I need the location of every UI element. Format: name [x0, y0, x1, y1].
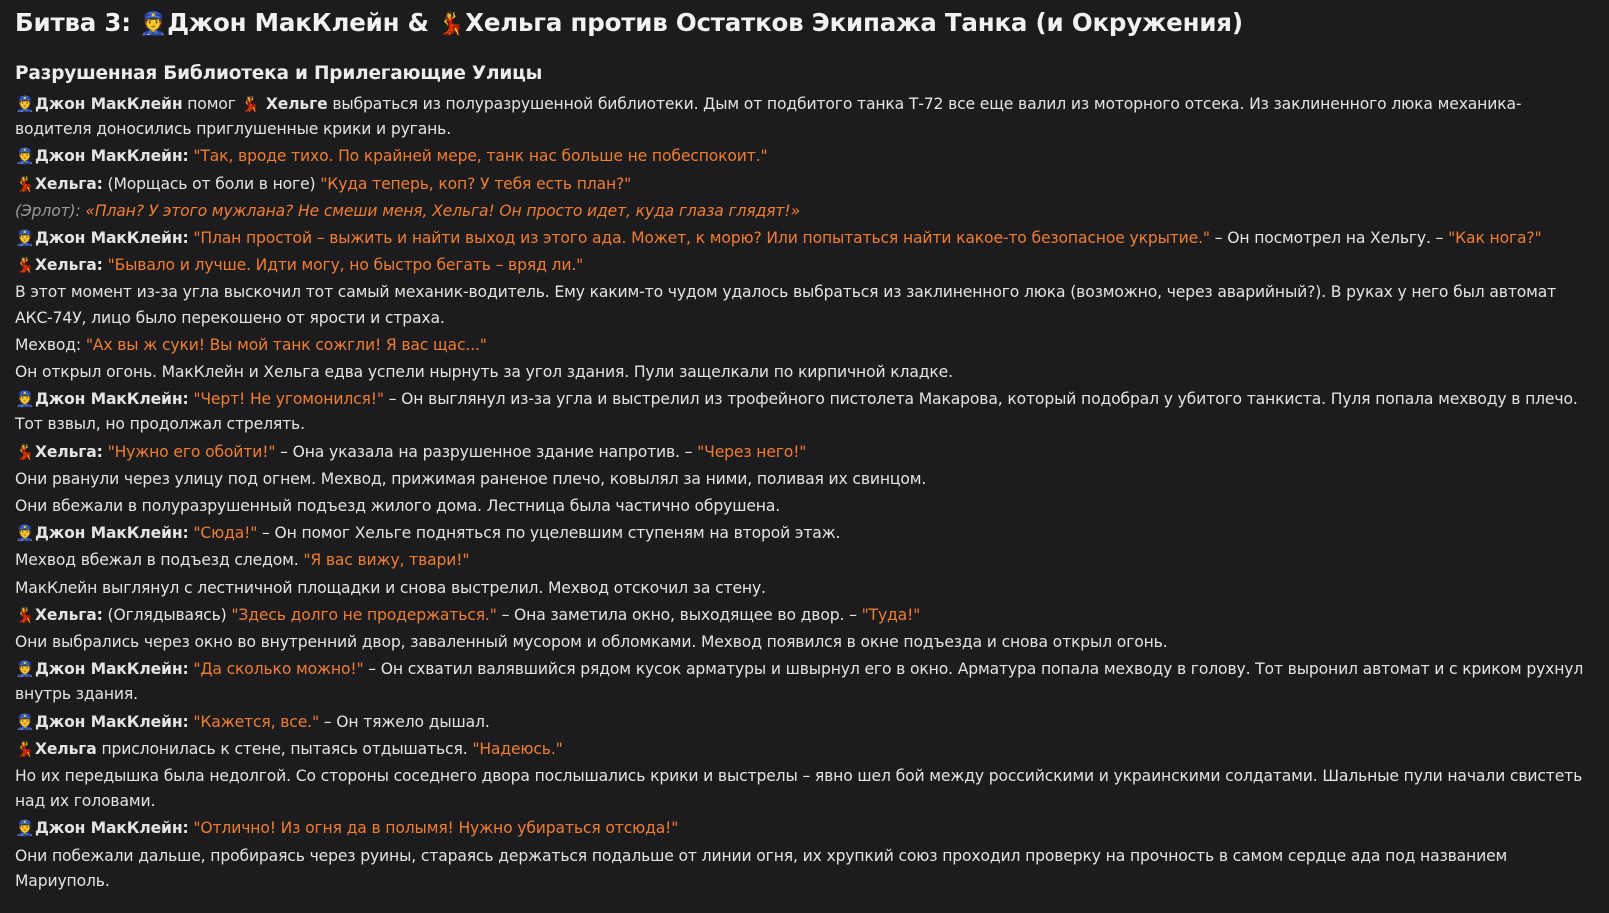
- dialogue-quote: "Здесь долго не продержаться.": [231, 605, 497, 624]
- police-officer-icon: 👮: [15, 147, 35, 166]
- dialogue-quote: "Нужно его обойти!": [107, 442, 276, 461]
- narration-text: Они выбрались через окно во внутренний двор, заваленный мусором и обломками. Мехвод появился в окне подъезда и снова открыл огонь.: [15, 633, 1168, 652]
- story-paragraph: [15, 280, 1594, 330]
- speaker-name: Джон МакКлейн:: [35, 819, 189, 838]
- narration-text: помог: [182, 95, 241, 113]
- police-officer-icon: 👮: [15, 660, 35, 679]
- story-paragraph: [15, 816, 1594, 841]
- story-paragraph: [15, 710, 1594, 735]
- story-body: [15, 92, 1594, 894]
- story-paragraph: [15, 844, 1594, 894]
- narration-text: – Он помог Хельге подняться по уцелевшим ступеням на второй этаж.: [257, 524, 841, 543]
- speaker-name: Джон МакКлейн:: [35, 524, 189, 543]
- dancer-icon: 💃: [15, 256, 35, 275]
- location-subheading: Разрушенная Библиотека и Прилегающие Улицы: [15, 63, 543, 84]
- story-paragraph: [15, 440, 1594, 465]
- story-paragraph: [15, 333, 1594, 358]
- dialogue-quote: "План простой – выжить и найти выход из этого ада. Может, к морю? Или попытаться найти какое-то безопасное укрытие.": [193, 229, 1210, 248]
- narration-text: В этот момент из-за угла выскочил тот самый механик-водитель. Ему каким-то чудом удалось выбраться из заклиненного люка (возможно, через аварийный?). В руках у него был автомат АКС-74У, лицо было перекошено от ярости и страха.: [15, 283, 1557, 327]
- story-paragraph: [15, 144, 1594, 169]
- story-paragraph: [15, 737, 1594, 762]
- police-officer-icon: 👮: [15, 95, 35, 113]
- dialogue-quote: "Куда теперь, коп? У тебя есть план?": [320, 174, 632, 193]
- narration-text: – Он тяжело дышал.: [318, 712, 490, 731]
- story-paragraph: [15, 630, 1594, 655]
- dialogue-quote: "Так, вроде тихо. По крайней мере, танк нас больше не побеспокоит.": [193, 147, 768, 166]
- speaker-name: Хельга:: [35, 442, 103, 461]
- story-paragraph: [15, 360, 1594, 385]
- narration-text: Мехвод вбежал в подъезд следом.: [15, 551, 304, 570]
- dancer-icon: 💃: [15, 605, 35, 624]
- story-paragraph: [15, 657, 1594, 707]
- speaker-name: Хельга:: [35, 605, 103, 624]
- narration-text: Он открыл огонь. МакКлейн и Хельга едва успели нырнуть за угол здания. Пули защелкали по кирпичной кладке.: [15, 363, 953, 382]
- narration-text: – Она указала на разрушенное здание напротив. –: [275, 442, 698, 461]
- dialogue-quote: "Я вас вижу, твари!": [303, 551, 470, 570]
- heading-prefix: Битва 3:: [15, 8, 140, 37]
- narration-text: Они вбежали в полуразрушенный подъезд жилого дома. Лестница была частично обрушена.: [15, 497, 781, 516]
- speaker-name: Джон МакКлейн: [35, 95, 183, 113]
- narration-text: – Он схватил валявшийся рядом кусок арматуры и швырнул его в окно. Арматура попала мехводу в голову. Тот выронил автомат и с криком рухнул внутрь здания.: [15, 660, 1584, 704]
- heading-john: Джон МакКлейн &: [167, 8, 438, 37]
- speaker-name: Джон МакКлейн:: [35, 660, 189, 679]
- speaker-name: Джон МакКлейн:: [35, 712, 189, 731]
- dialogue-quote: "Как нога?": [1448, 229, 1542, 248]
- police-officer-icon: 👮: [15, 819, 35, 838]
- dialogue-quote: "Сюда!": [193, 524, 258, 543]
- aside-speaker: (Эрлот):: [15, 201, 86, 220]
- narration-text: Мехвод:: [15, 335, 86, 354]
- story-paragraph: [15, 92, 1594, 142]
- story-paragraph: [15, 172, 1594, 197]
- dialogue-quote: "Надеюсь.": [472, 739, 563, 758]
- dancer-icon: 💃: [15, 442, 35, 461]
- battle-heading: [15, 6, 1594, 42]
- story-paragraph: [15, 467, 1594, 492]
- narration-text: (Морщась от боли в ноге): [102, 174, 321, 193]
- dialogue-quote: "Бывало и лучше. Идти могу, но быстро бегать – вряд ли.": [107, 256, 584, 275]
- dancer-icon: 💃: [15, 174, 35, 193]
- story-paragraph: [15, 387, 1594, 437]
- narration-text: прислонилась к стене, пытаясь отдышаться.: [96, 739, 473, 758]
- police-officer-icon: 👮: [15, 390, 35, 409]
- story-paragraph: [15, 253, 1594, 278]
- speaker-name: Джон МакКлейн:: [35, 229, 189, 248]
- dialogue-quote: "Отлично! Из огня да в полымя! Нужно убираться отсюда!": [193, 819, 679, 838]
- speaker-name: Джон МакКлейн:: [35, 390, 189, 409]
- story-paragraph: [15, 521, 1594, 546]
- narration-text: Но их передышка была недолгой. Со стороны соседнего двора послышались крики и выстрелы – явно шел бой между российскими и украинскими солдатами. Шальные пули начали свистеть над их головами.: [15, 767, 1583, 811]
- story-paragraph: [15, 764, 1594, 814]
- story-paragraph: [15, 199, 1594, 224]
- dialogue-quote: "Через него!": [697, 442, 807, 461]
- story-paragraph: [15, 226, 1594, 251]
- narration-text: – Он посмотрел на Хельгу. –: [1209, 229, 1449, 248]
- aside-quote: «План? У этого мужлана? Не смеши меня, Хельга! Он просто идет, куда глаза глядят!»: [85, 201, 800, 220]
- narration-text: – Он выглянул из-за угла и выстрелил из трофейного пистолета Макарова, который подобрал у убитого танкиста. Пуля попала мехводу в плечо. Тот взвыл, но продолжал стрелять.: [15, 390, 1578, 434]
- speaker-name: Хельга: [35, 739, 97, 758]
- story-paragraph: [15, 603, 1594, 628]
- narration-text: Они побежали дальше, пробираясь через руины, стараясь держаться подальше от линии огня, их хрупкий союз проходил проверку на прочность в самом сердце ада под названием Мариуполь.: [15, 846, 1508, 890]
- narration-text: (Оглядываясь): [102, 605, 232, 624]
- heading-rest: Хельга против Остатков Экипажа Танка (и Окружения): [465, 8, 1243, 37]
- narration-text: Они рванули через улицу под огнем. Мехвод, прижимая раненое плечо, ковылял за ними, поливая их свинцом.: [15, 469, 927, 488]
- speaker-name: Хельге: [260, 95, 328, 113]
- story-paragraph: [15, 548, 1594, 573]
- police-officer-icon: 👮: [15, 229, 35, 248]
- police-officer-icon: 👮: [15, 712, 35, 731]
- dancer-icon: 💃: [241, 95, 260, 113]
- dancer-icon: 💃: [15, 739, 35, 758]
- dialogue-quote: "Ах вы ж суки! Вы мой танк сожгли! Я вас щас...": [85, 335, 487, 354]
- dialogue-quote: "Да сколько можно!": [193, 660, 364, 679]
- story-paragraph: [15, 576, 1594, 601]
- police-officer-icon: 👮: [139, 12, 167, 37]
- dialogue-quote: "Кажется, все.": [193, 712, 319, 731]
- dialogue-quote: "Черт! Не угомонился!": [193, 390, 384, 409]
- dialogue-quote: "Туда!": [861, 605, 921, 624]
- dancer-icon: 💃: [437, 12, 465, 37]
- speaker-name: Хельга:: [35, 174, 103, 193]
- narration-text: – Она заметила окно, выходящее во двор. –: [496, 605, 862, 624]
- speaker-name: Хельга:: [35, 256, 103, 275]
- police-officer-icon: 👮: [15, 524, 35, 543]
- narration-text: выбраться из полуразрушенной библиотеки. Дым от подбитого танка Т-72 все еще валил из моторного отсека. Из заклиненного люка механика-водителя доносились приглушенные крики и ругань.: [15, 95, 1522, 139]
- story-paragraph: [15, 494, 1594, 519]
- narration-text: МакКлейн выглянул с лестничной площадки и снова выстрелил. Мехвод отскочил за стену.: [15, 578, 766, 597]
- speaker-name: Джон МакКлейн:: [35, 147, 189, 166]
